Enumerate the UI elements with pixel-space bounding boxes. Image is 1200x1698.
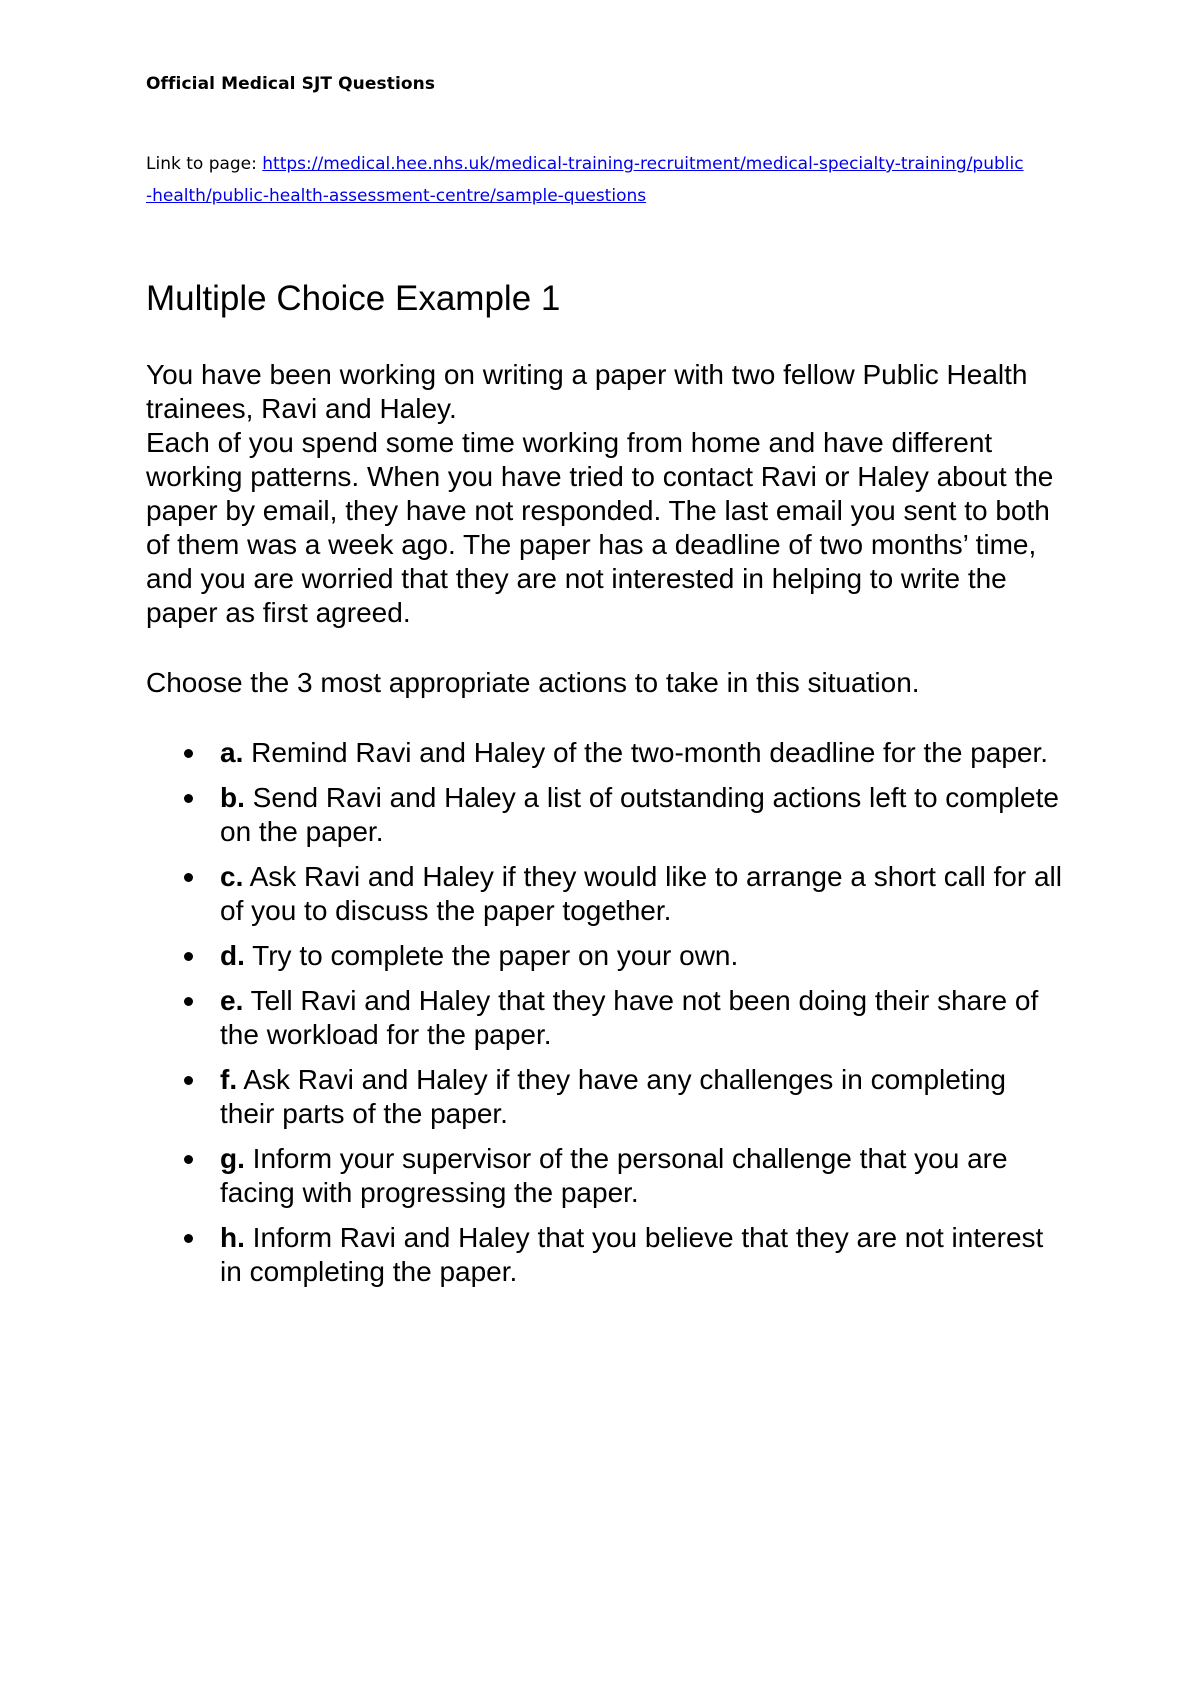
instruction-text: Choose the 3 most appropriate actions to take in this situation. [146,667,920,698]
option-letter: c. [220,861,244,892]
option-text: Inform Ravi and Haley that you believe that they are not interest in completing the paper. [220,1222,1044,1287]
option-text: Send Ravi and Haley a list of outstanding actions left to complete on the paper. [220,782,1059,847]
scenario-paragraph-2: Each of you spend some time working from home and have different working patterns. When you have tried to contact Ravi or Haley about the paper by email, they have not responded. The last email you sent to both of them was a week ago. The paper has a deadline of two months’ time, and you are worried that they are not interested in helping to write the paper as first agreed. [146,427,1054,628]
option-text: Ask Ravi and Haley if they would like to arrange a short call for all of you to discuss the paper together. [220,861,1062,926]
bullet-icon [184,952,193,961]
option-text: Try to complete the paper on your own. [244,940,739,971]
bullet-icon [184,1076,193,1085]
option-c [146,860,1066,928]
bullet-icon [184,749,193,758]
option-b [146,781,1066,849]
bullet-icon [184,997,193,1006]
option-e [146,984,1066,1052]
option-letter: a. [220,737,244,768]
option-h [146,1221,1066,1289]
document-page [146,0,1066,1698]
option-text: Tell Ravi and Haley that they have not been doing their share of the workload for the paper. [220,985,1039,1050]
bullet-icon [184,1234,193,1243]
bullet-icon [184,794,193,803]
bullet-icon [184,873,193,882]
option-letter: h. [220,1222,245,1253]
option-text: Remind Ravi and Haley of the two-month deadline for the paper. [243,737,1049,768]
option-a [146,736,1066,770]
option-letter: f. [220,1064,238,1095]
option-letter: b. [220,782,245,813]
option-letter: e. [220,985,244,1016]
bullet-icon [184,1155,193,1164]
scenario-paragraph-1: You have been working on writing a paper with two fellow Public Health trainees, Ravi and Haley. [146,359,1028,424]
section-title: Multiple Choice Example 1 [146,279,561,318]
option-g [146,1142,1066,1210]
link-label: Link to page: [146,154,263,174]
option-f [146,1063,1066,1131]
sample-questions-link[interactable]: https://medical.hee.nhs.uk/medical-training-recruitment/medical-specialty-training/public-health/public-health-assessment-centre/sample-questions [146,154,1024,206]
answer-options-list [146,736,1066,1300]
option-letter: g. [220,1143,245,1174]
option-text: Ask Ravi and Haley if they have any challenges in completing their parts of the paper. [220,1064,1006,1129]
link-line [146,148,1026,212]
document-header: Official Medical SJT Questions [146,74,436,94]
option-letter: d. [220,940,245,971]
option-text: Inform your supervisor of the personal challenge that you are facing with progressing the paper. [220,1143,1008,1208]
option-d [146,939,1066,973]
scenario-text [146,358,1066,630]
